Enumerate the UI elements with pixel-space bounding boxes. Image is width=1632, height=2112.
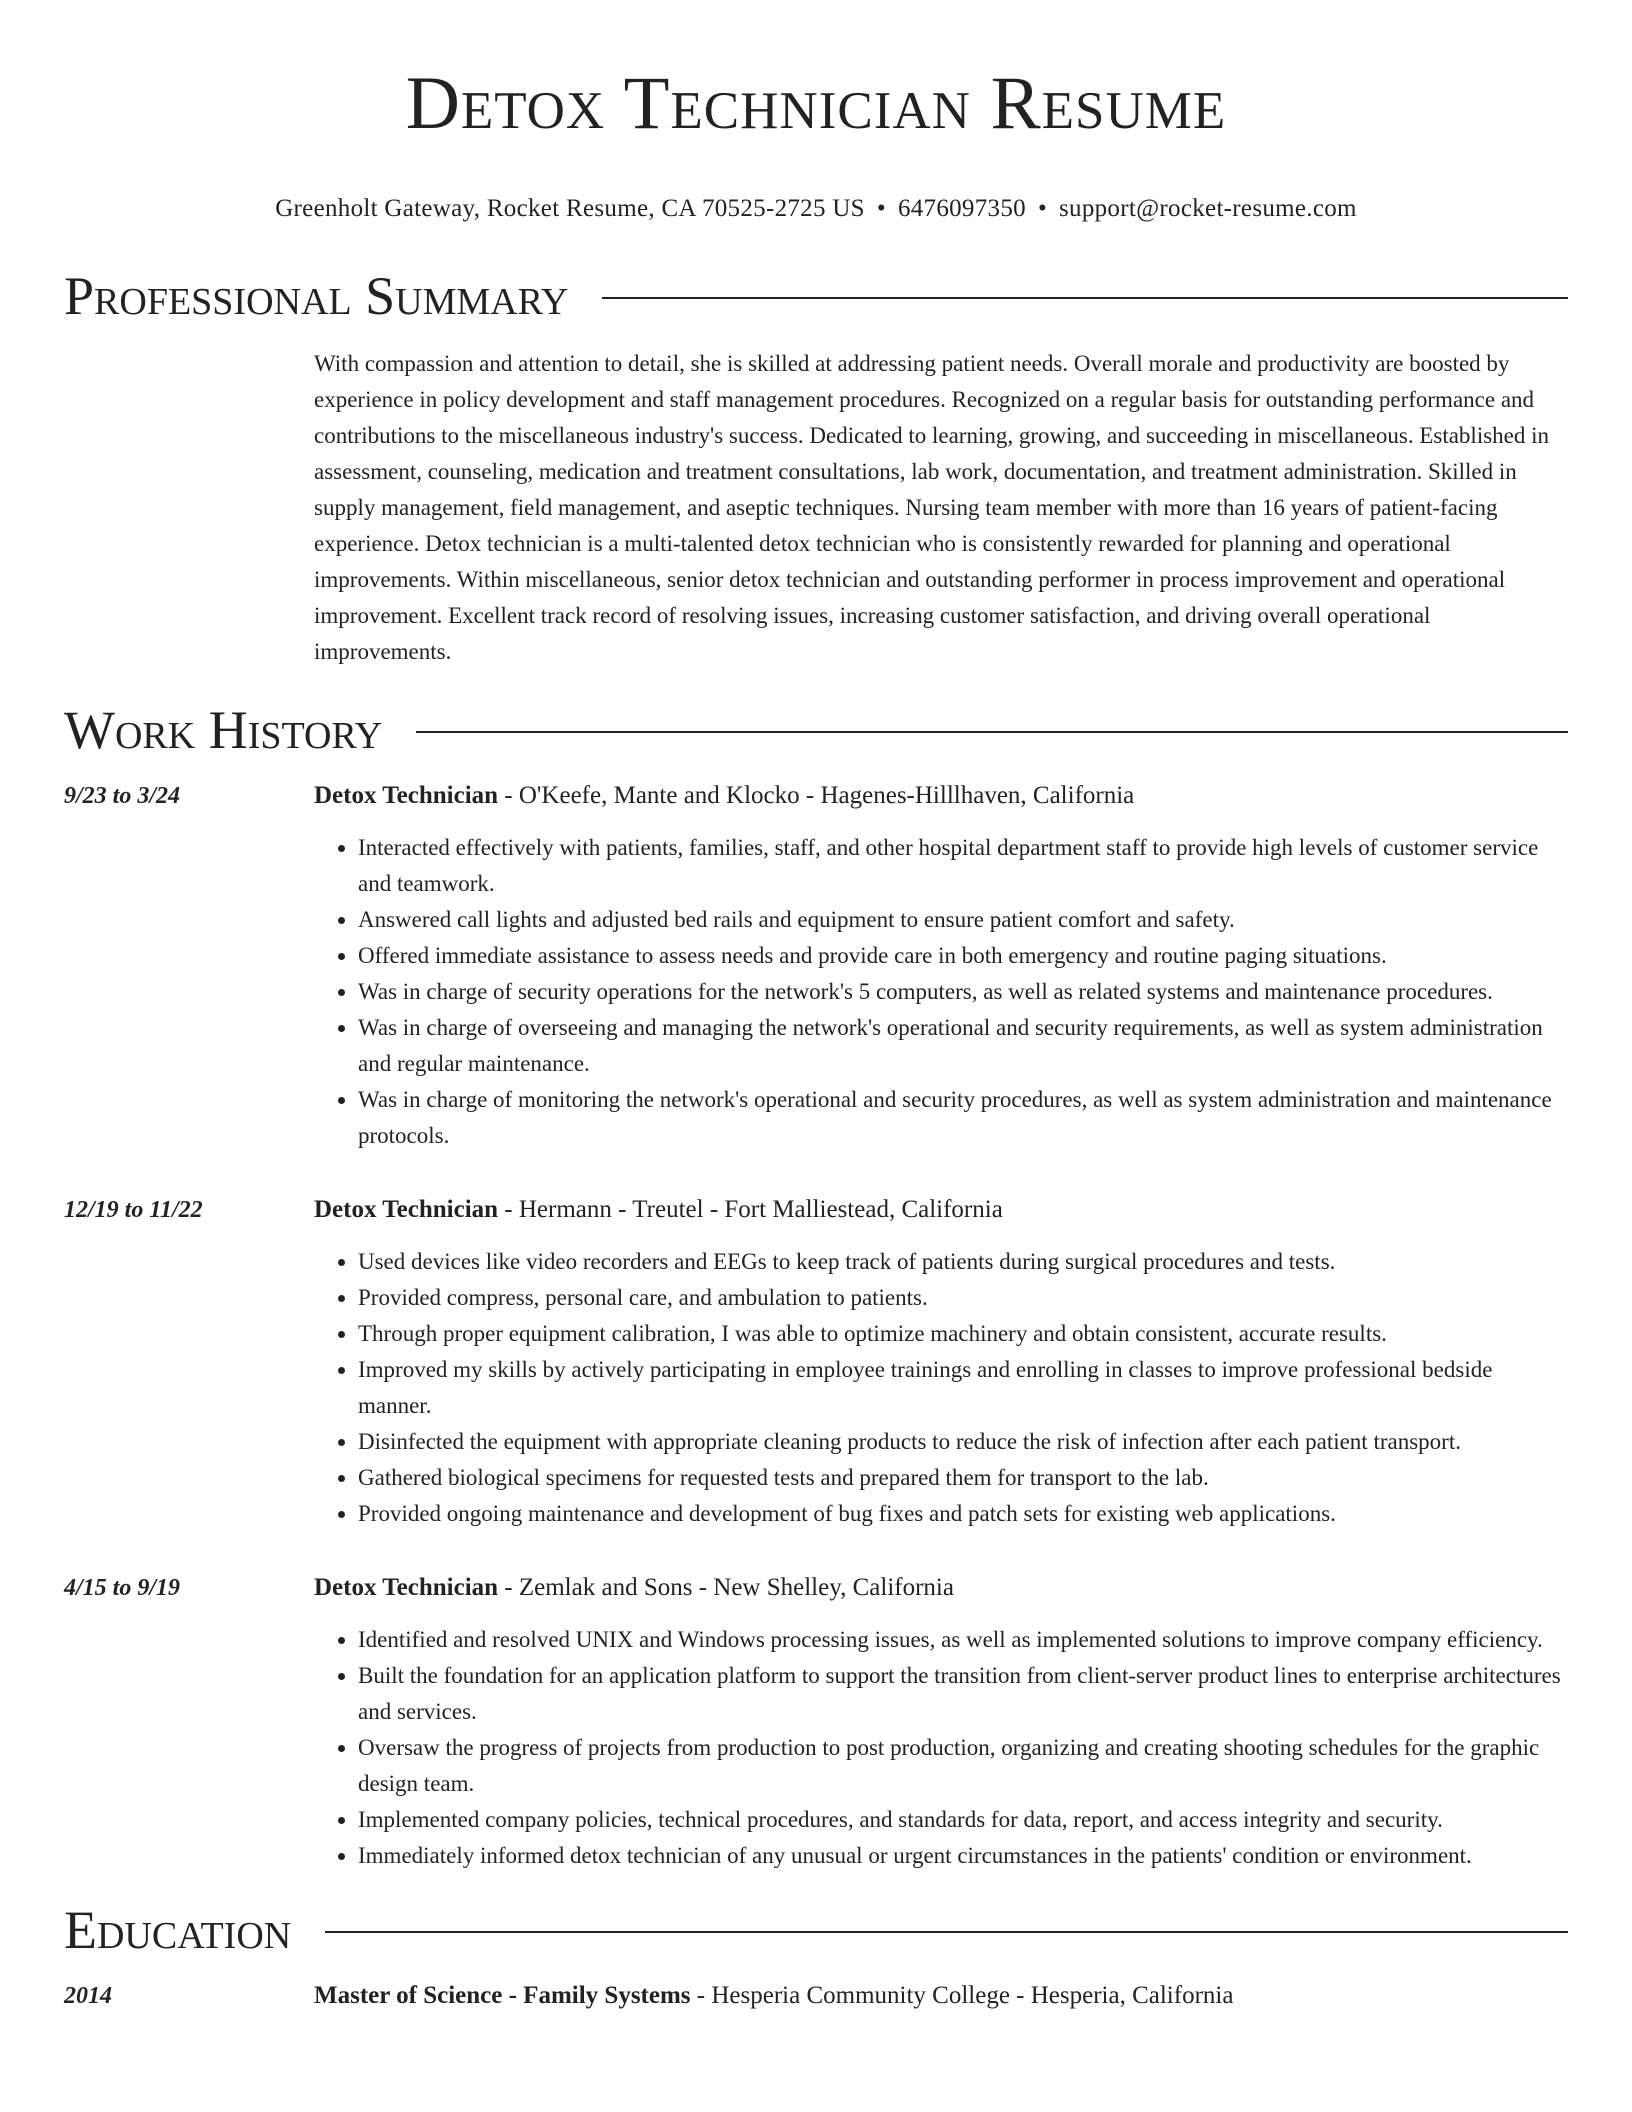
list-item: • Offered immediate assistance to assess needs and provide care in both emergency and routine paging situations. [358,938,1568,974]
list-item: • Implemented company policies, technical procedures, and standards for data, report, and access integrity and security. [358,1802,1568,1838]
section-header [64,1898,1568,1962]
contact-phone[interactable]: 6476097350 [897,195,1026,222]
job-dates: 9/23 to 3/24 [64,783,181,809]
job-body [314,778,1568,1154]
list-item: • Provided ongoing maintenance and development of bug fixes and patch sets for existing web applications. [358,1496,1568,1532]
page-title: Detox Technician Resume [405,62,1227,145]
job-heading [314,1570,1568,1606]
job-dates: 4/15 to 9/19 [64,1575,181,1601]
education-year: 2014 [64,1983,112,2009]
job-dates: 12/19 to 11/22 [64,1197,203,1223]
summary-text: With compassion and attention to detail, she is skilled at addressing patient needs. Overall morale and productivity are boosted by experience in policy development and staff management procedures. Recognized on a regular basis for outstanding performance and contributions to the miscellaneous industry's success. Dedicated to learning, growing, and succeeding in miscellaneous. Established in assessment, counseling, medication and treatment consultations, lab work, documentation, and treatment administration. Skilled in supply management, field management, and aseptic techniques. Nursing team member with more than 16 years of patient-facing experience. Detox technician is a multi-talented detox technician who is consistently rewarded for planning and operational improvements. Within miscellaneous, senior detox technician and outstanding performer in process improvement and operational improvement. Excellent track record of resolving issues, increasing customer satisfaction, and driving overall operational improvements. [314,351,1550,664]
list-item: • Built the foundation for an application platform to support the transition from client-server product lines to enterprise architectures and services. [358,1658,1568,1730]
list-item: • Improved my skills by actively participating in employee trainings and enrolling in classes to improve professional bedside manner. [358,1352,1568,1424]
list-item: • Provided compress, personal care, and ambulation to patients. [358,1280,1568,1316]
list-item: • Was in charge of monitoring the network's operational and security procedures, as well as system administration and maintenance protocols. [358,1082,1568,1154]
section-title: Professional Summary [64,266,569,326]
education-heading [314,1978,1568,2014]
job-bullet-list [314,830,1568,1154]
section-title: Work History [64,700,383,760]
education-list [64,1978,1568,2014]
section-header [64,264,1568,328]
list-item: • Identified and resolved UNIX and Windows processing issues, as well as implemented solutions to improve company efficiency. [358,1622,1568,1658]
job-entry [64,1192,1568,1532]
education-school: - Hesperia Community College - Hesperia, California [690,1982,1234,2009]
list-item: • Was in charge of security operations for the network's 5 computers, as well as related systems and maintenance procedures. [358,974,1568,1010]
job-employer: - O'Keefe, Mante and Klocko - Hagenes-Hilllhaven, California [498,782,1135,809]
contact-line [64,194,1568,224]
job-title: Detox Technician [314,782,499,809]
list-item: • Answered call lights and adjusted bed rails and equipment to ensure patient comfort and safety. [358,902,1568,938]
job-body [314,1570,1568,1874]
contact-address: Greenholt Gateway, Rocket Resume, CA 70525-2725 US [275,195,865,222]
list-item: • Disinfected the equipment with appropriate cleaning products to reduce the risk of infection after each patient transport. [358,1424,1568,1460]
job-entry [64,778,1568,1154]
list-item: • Gathered biological specimens for requested tests and prepared them for transport to the lab. [358,1460,1568,1496]
job-title: Detox Technician [314,1574,499,1601]
job-heading [314,778,1568,814]
job-title: Detox Technician [314,1196,499,1223]
job-bullet-list [314,1622,1568,1874]
education-section [64,1898,1568,2014]
education-degree: Master of Science - Family Systems [314,1982,691,2009]
list-item: • Interacted effectively with patients, families, staff, and other hospital department staff to provide high levels of customer service and teamwork. [358,830,1568,902]
section-divider [416,731,1568,733]
contact-email[interactable]: support@rocket-resume.com [1059,195,1357,222]
section-title: Education [64,1900,292,1960]
contact-separator: • [876,195,886,222]
job-entry [64,1570,1568,1874]
list-item: • Was in charge of overseeing and managing the network's operational and security requirements, as well as system administration and regular maintenance. [358,1010,1568,1082]
job-employer: - Zemlak and Sons - New Shelley, California [498,1574,954,1601]
list-item: • Immediately informed detox technician of any unusual or urgent circumstances in the patients' condition or environment. [358,1838,1568,1874]
job-body [314,1192,1568,1532]
section-divider [325,1931,1568,1933]
job-employer: - Hermann - Treutel - Fort Malliestead, California [498,1196,1003,1223]
section-divider [602,297,1568,299]
professional-summary-section [64,264,1568,670]
work-history-section [64,698,1568,1874]
job-list [64,778,1568,1874]
job-bullet-list [314,1244,1568,1532]
education-entry [64,1978,1568,2014]
list-item: • Through proper equipment calibration, I was able to optimize machinery and obtain consistent, accurate results. [358,1316,1568,1352]
list-item: • Used devices like video recorders and EEGs to keep track of patients during surgical procedures and tests. [358,1244,1568,1280]
list-item: • Oversaw the progress of projects from production to post production, organizing and creating shooting schedules for the graphic design team. [358,1730,1568,1802]
section-header [64,698,1568,762]
job-heading [314,1192,1568,1228]
contact-separator: • [1037,195,1047,222]
